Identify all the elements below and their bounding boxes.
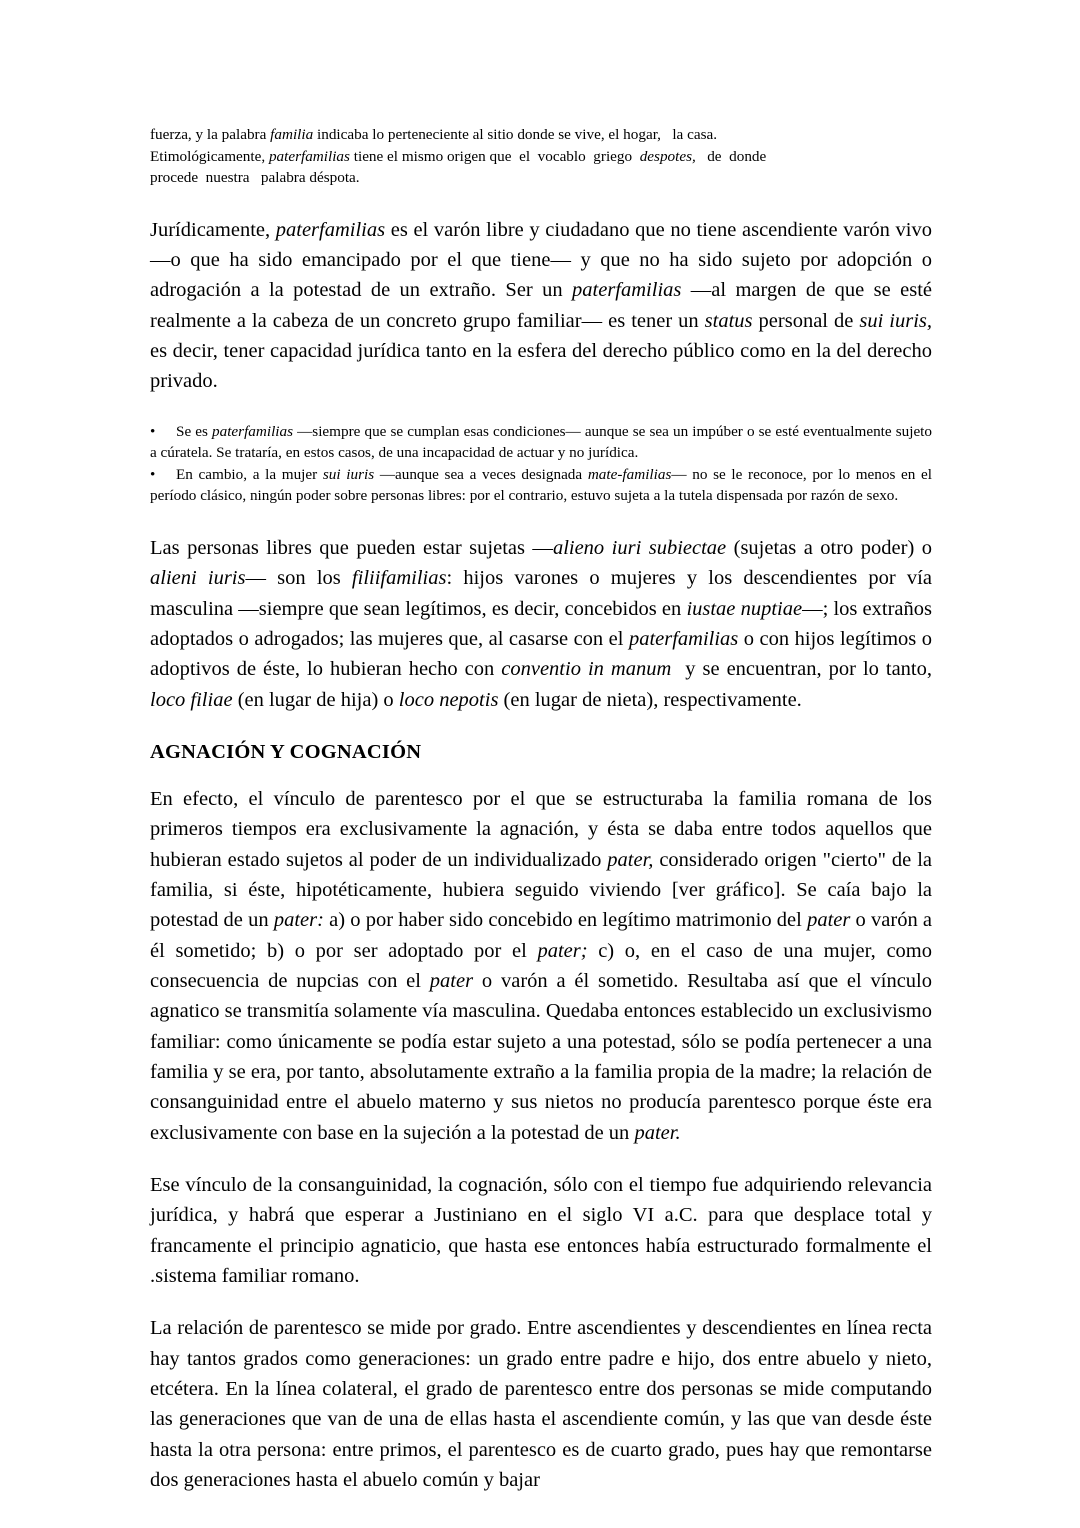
page-content <box>150 124 932 1517</box>
paragraph-juridicamente: Jurídicamente, paterfamilias es el varón libre y ciudadano que no tiene ascendiente varón vivo —o que ha sido emancipado por el que tiene— y que no ha sido sujeto por adopción o adrogación a la potestad de un extraño. Ser un paterfamilias —al margen de que se esté realmente a la cabeza de un concreto grupo familiar— es tener un status personal de sui iuris, es decir, tener capacidad jurídica tanto en la esfera del derecho público como en la del derecho privado. <box>150 218 933 393</box>
bullet-list <box>150 421 932 507</box>
bullet-icon: • <box>150 422 156 440</box>
paragraph-en-efecto: En efecto, el vínculo de parentesco por el que se estructuraba la familia romana de los primeros tiempos era exclusivamente la agnación, y ésta se daba entre todos aquellos que hubieran estado sujetos al poder de un individualizado pater, considerado origen "cierto" de la familia, si éste, hipotéticamente, hubiera seguido viviendo [ver gráfico]. Se caía bajo la potestad de un pater: a) o por haber sido concebido en legítimo matrimonio del pater o varón a él sometido; b) o por ser adoptado por el pater; c) o, en el caso de una mujer, como consecuencia de nupcias con el pater o varón a él sometido. Resultaba así que el vínculo agnatico se transmitía solamente vía masculina. Quedaba entonces establecido un exclusivismo familiar: como únicamente se podía estar sujeto a una potestad, sólo se podía pertenecer a una familia y se era, por tanto, absolutamente extraño a la familia propia de la madre; la relación de consanguinidad entre el abuelo materno y sus nietos no producía parentesco porque éste era exclusivamente con base en la sujeción a la potestad de un pater. <box>150 787 932 1144</box>
paragraph-personas-libres: Las personas libres que pueden estar sujetas —alieno iuri subiectae (sujetas a otro poder) o alieni iuris— son los filiifamilias: hijos varones o mujeres y los descendientes por vía masculina —siempre que sean legítimos, es decir, concebidos en iustae nuptiae—; los extraños adoptados o adrogados; las mujeres que, al casarse con el paterfamilias o con hijos legítimos o adoptivos de éste, lo hubieran hecho con conventio in manum y se encuentran, por lo tanto, loco filiae (en lugar de hija) o loco nepotis (en lugar de nieta), respectivamente. <box>150 537 933 711</box>
intro-line-2: Etimológicamente, paterfamilias tiene el mismo origen que el vocablo griego despotes, de donde <box>150 147 767 165</box>
list-item: • Se es paterfamilias —siempre que se cumplan esas condiciones— aunque se sea un impúber o se esté eventualmente sujeto a cúratela. Se trataría, en estos casos, de una incapacidad de actuar y no jurídica. <box>150 422 932 462</box>
section-heading: AGNACIÓN Y COGNACIÓN <box>150 740 422 763</box>
intro-line-3: procede nuestra palabra déspota. <box>150 169 360 187</box>
paragraph-ese-vinculo: Ese vínculo de la consanguinidad, la cognación, sólo con el tiempo fue adquiriendo relevancia jurídica, y habrá que esperar a Justiniano en el siglo VI a.C. para que desplace total y francamente el principio agnaticio, que hasta ese entonces había estructurado formalmente el .sistema familiar romano. <box>150 1173 932 1287</box>
bullet-icon: • <box>150 465 156 483</box>
intro-line-1: fuerza, y la palabra familia indicaba lo perteneciente al sitio donde se vive, el hogar, la casa. <box>150 126 718 143</box>
list-item: • En cambio, a la mujer sui iuris —aunque sea a veces designada mate-familias— no se le reconoce, por lo menos en el período clásico, ningún poder sobre personas libres: por el contrario, estuvo sujeta a la tutela dispensada por razón de sexo. <box>150 465 933 505</box>
intro-paragraph <box>150 124 932 189</box>
paragraph-relacion-parentesco: La relación de parentesco se mide por grado. Entre ascendientes y descendientes en línea recta hay tantos grados como generaciones: un grado entre padre e hijo, dos entre abuelo y nieto, etcétera. En la línea colateral, el grado de parentesco entre dos personas se mide computando las generaciones que van de una de ellas hasta el ascendiente común, y las que van desde éste hasta la otra persona: entre primos, el parentesco es de cuarto grado, pues hay que remontarse dos generaciones hasta el abuelo común y bajar <box>150 1317 932 1491</box>
